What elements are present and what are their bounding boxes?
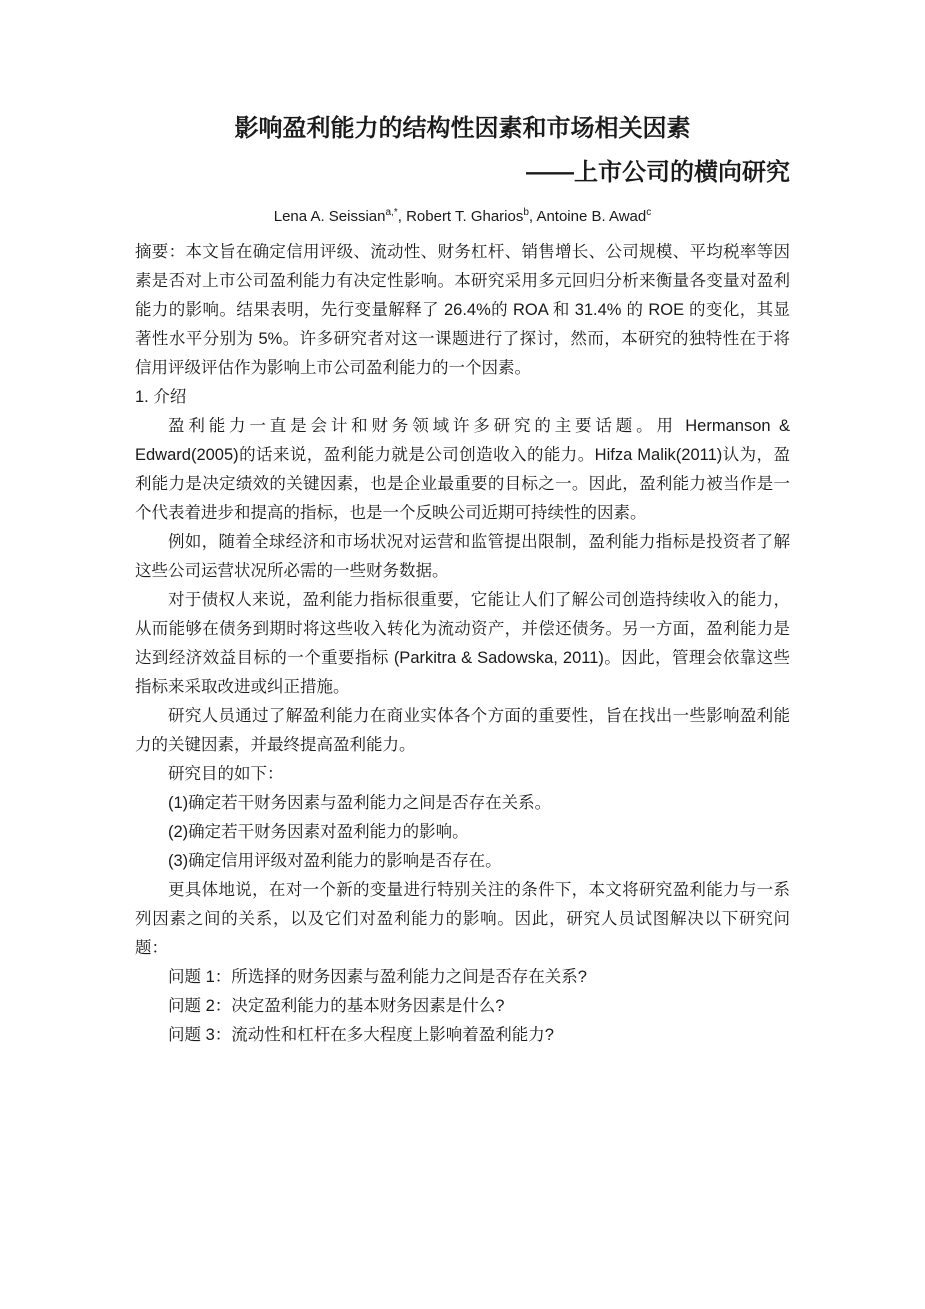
paragraph-1: 盈利能力一直是会计和财务领域许多研究的主要话题。用 Hermanson & Edward(2005)的话来说，盈利能力就是公司创造收入的能力。Hifza Malik(2011)认为，盈利能力是决定绩效的关键因素，也是企业最重要的目标之一。因此，盈利能力被当作是一个代表着进步和提高的指标，也是一个反映公司近期可持续性的因素。 [135, 417, 790, 522]
research-question-3: 问题 3：流动性和杠杆在多大程度上影响着盈利能力? [168, 1026, 554, 1044]
objective-item-1: (1)确定若干财务因素与盈利能力之间是否存在关系。 [168, 794, 552, 812]
objective-item-3: (3)确定信用评级对盈利能力的影响是否存在。 [168, 852, 502, 870]
paragraph-2: 例如，随着全球经济和市场状况对运营和监管提出限制，盈利能力指标是投资者了解这些公司运营状况所必需的一些财务数据。 [135, 533, 790, 580]
author-1-name: Lena A. Seissian [273, 208, 386, 225]
paragraph-4: 研究人员通过了解盈利能力在商业实体各个方面的重要性，旨在找出一些影响盈利能力的关键因素，并最终提高盈利能力。 [135, 707, 790, 754]
paragraph-6: 更具体地说，在对一个新的变量进行特别关注的条件下，本文将研究盈利能力与一系列因素之间的关系，以及它们对盈利能力的影响。因此，研究人员试图解决以下研究问题： [135, 881, 790, 957]
author-separator-1: , [397, 208, 407, 225]
document-body [135, 238, 790, 1050]
author-3-affiliation-mark: c [646, 207, 652, 218]
paragraph-5: 研究目的如下： [168, 765, 284, 783]
section-1-heading: 1. 介绍 [135, 388, 187, 406]
objective-item-2: (2)确定若干财务因素对盈利能力的影响。 [168, 823, 469, 841]
author-1-affiliation-mark: a,* [385, 207, 398, 218]
research-question-2: 问题 2：决定盈利能力的基本财务因素是什么? [168, 997, 505, 1015]
paper-title-line1: 影响盈利能力的结构性因素和市场相关因素 [234, 115, 691, 142]
abstract-paragraph: 摘要：本文旨在确定信用评级、流动性、财务杠杆、销售增长、公司规模、平均税率等因素是否对上市公司盈利能力有决定性影响。本研究采用多元回归分析来衡量各变量对盈利能力的影响。结果表明，先行变量解释了 26.4%的 ROA 和 31.4% 的 ROE 的变化，其显著性水平分别为 5%。许多研究者对这一课题进行了探讨，然而，本研究的独特性在于将信用评级评估作为影响上市公司盈利能力的一个因素。 [135, 243, 790, 377]
paragraph-3: 对于债权人来说，盈利能力指标很重要，它能让人们了解公司创造持续收入的能力，从而能够在债务到期时将这些收入转化为流动资产，并偿还债务。另一方面，盈利能力是达到经济效益目标的一个重要指标 (Parkitra & Sadowska, 2011)。因此，管理会依靠这些指标来采取改进或纠正措施。 [135, 591, 790, 696]
author-3-name: Antoine B. Awad [536, 208, 647, 225]
paper-title-line2: ——上市公司的横向研究 [526, 159, 790, 186]
research-question-1: 问题 1：所选择的财务因素与盈利能力之间是否存在关系? [168, 968, 587, 986]
author-2-affiliation-mark: b [523, 207, 529, 218]
author-separator-2: , [528, 208, 537, 225]
authors-line [135, 206, 790, 228]
author-2-name: Robert T. Gharios [406, 208, 524, 225]
